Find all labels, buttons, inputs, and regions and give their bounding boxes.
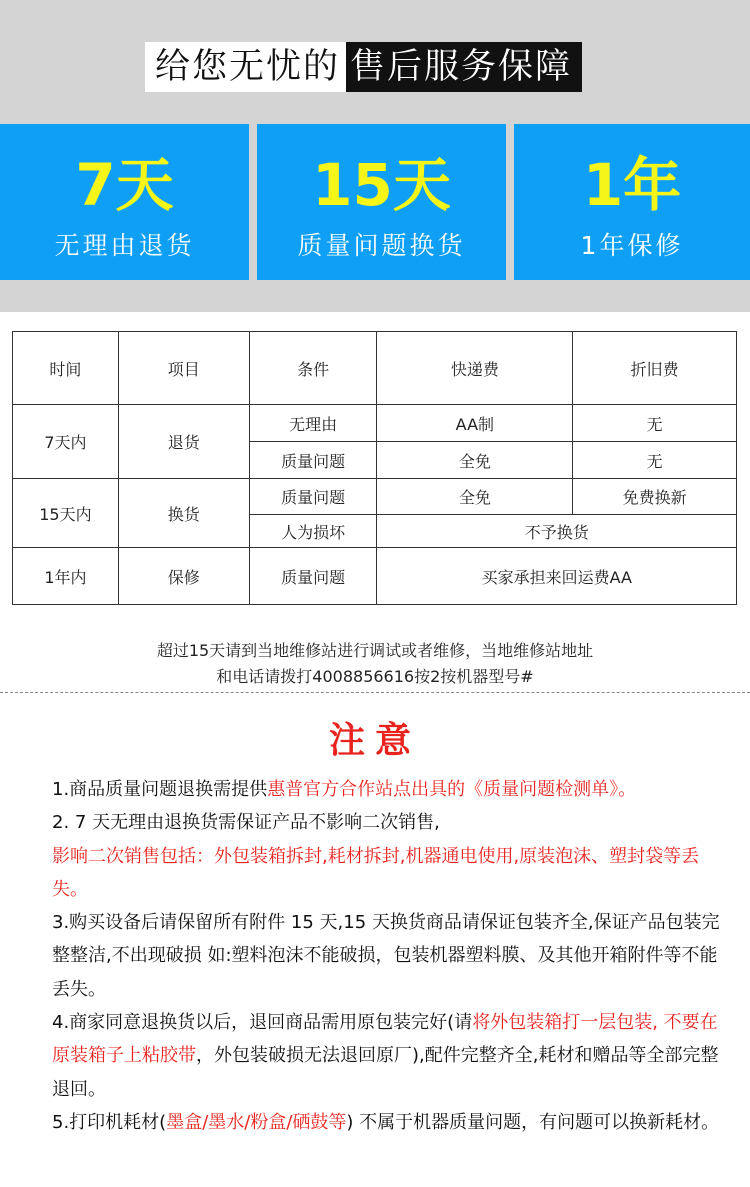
rule-5-text-end: ) 不属于机器质量问题，有问题可以换新耗材。 (346, 1111, 720, 1133)
cell-condition: 质量问题 (249, 548, 377, 605)
rule-2: 2. 7 天无理由退换货需保证产品不影响二次销售, (52, 812, 440, 834)
rule-1-text: 1.商品质量问题退换需提供 (52, 779, 268, 800)
rule-5-text: 5.打印机耗材( (52, 1111, 167, 1133)
header-cell: 条件 (249, 332, 377, 405)
cell-condition: 质量问题 (249, 479, 377, 515)
rule-4-highlight: 将外包装箱打一层包装, 不要在原装箱子上粘胶带 (52, 1012, 718, 1067)
cell-shipping: 全免 (377, 479, 573, 515)
header-cell: 时间 (13, 332, 119, 405)
card-big-text: 7天 (75, 151, 174, 219)
rule-5-highlight: 墨盒/墨水/粉盒/硒鼓等 (166, 1111, 347, 1133)
notice-title: 注意 (328, 720, 421, 761)
rule-5 (52, 1106, 722, 1139)
card-1-year (514, 124, 750, 280)
rule-3: 3.购买设备后请保留所有附件 15 天,15 天换货商品请保证包装齐全,保证产品包装完整整洁,不出现破损 如:塑料泡沫不能破损，包装机器塑料膜、及其他开箱附件等不能丢失。 (52, 912, 720, 1000)
table-row (13, 405, 737, 442)
card-big-text: 15天 (312, 151, 451, 219)
cell-condition: 人为损坏 (249, 515, 377, 548)
card-big-text: 1年 (582, 151, 682, 219)
cell-shipping: AA制 (377, 405, 573, 442)
rule-1-highlight: 惠普官方合作站点出具的《质量问题检测单》。 (267, 779, 637, 800)
cell-depreciation: 无 (573, 442, 737, 479)
notice-rules (52, 773, 722, 1139)
cell-item: 保修 (118, 548, 249, 605)
repair-note-line-1: 超过15天请到当地维修站进行调试或者维修，当地维修站地址 (156, 641, 594, 660)
cell-depreciation: 无 (573, 405, 737, 442)
guarantee-cards (0, 124, 750, 280)
header-cell: 项目 (118, 332, 249, 405)
cell-depreciation: 免费换新 (573, 479, 737, 515)
rule-4-text: 4.商家同意退换货以后，退回商品需用原包装完好(请 (52, 1012, 473, 1034)
cell-item: 换货 (118, 479, 249, 548)
title-white-part: 给您无忧的 (145, 42, 346, 92)
table-row (13, 548, 737, 605)
title-black-part: 售后服务保障 (346, 42, 582, 92)
cell-shipping: 全免 (377, 442, 573, 479)
cell-condition: 质量问题 (249, 442, 377, 479)
card-small-text: 无理由退货 (54, 231, 195, 260)
header-cell: 折旧费 (573, 332, 737, 405)
rule-1 (52, 773, 722, 806)
rule-4 (52, 1006, 722, 1106)
card-15-day (257, 124, 506, 280)
cell-condition: 无理由 (249, 405, 377, 442)
cell-merged: 不予换货 (377, 515, 737, 548)
cell-item: 退货 (118, 405, 249, 479)
table-header-row (13, 332, 737, 405)
cell-time: 15天内 (13, 479, 119, 548)
dashed-divider (0, 692, 750, 693)
repair-note-line-2: 和电话请拨打4008856616按2按机器型号# (216, 667, 534, 686)
card-small-text: 质量问题换货 (297, 231, 466, 260)
cell-time: 1年内 (13, 548, 119, 605)
page-title (145, 42, 582, 92)
header-cell: 快递费 (377, 332, 573, 405)
rule-4-text-end: ，外包装破损无法退回原厂),配件完整齐全,耗材和赠品等全部完整退回。 (52, 1045, 719, 1100)
policy-table (12, 331, 737, 605)
table-row (13, 479, 737, 515)
header-band (0, 0, 750, 312)
card-small-text: 1年保修 (580, 231, 684, 260)
cell-merged: 买家承担来回运费AA (377, 548, 737, 605)
cell-time: 7天内 (13, 405, 119, 479)
card-7-day (0, 124, 249, 280)
rule-2-highlight: 影响二次销售包括：外包装箱拆封,耗材拆封,机器通电使用,原装泡沫、塑封袋等丢失。 (52, 845, 700, 900)
